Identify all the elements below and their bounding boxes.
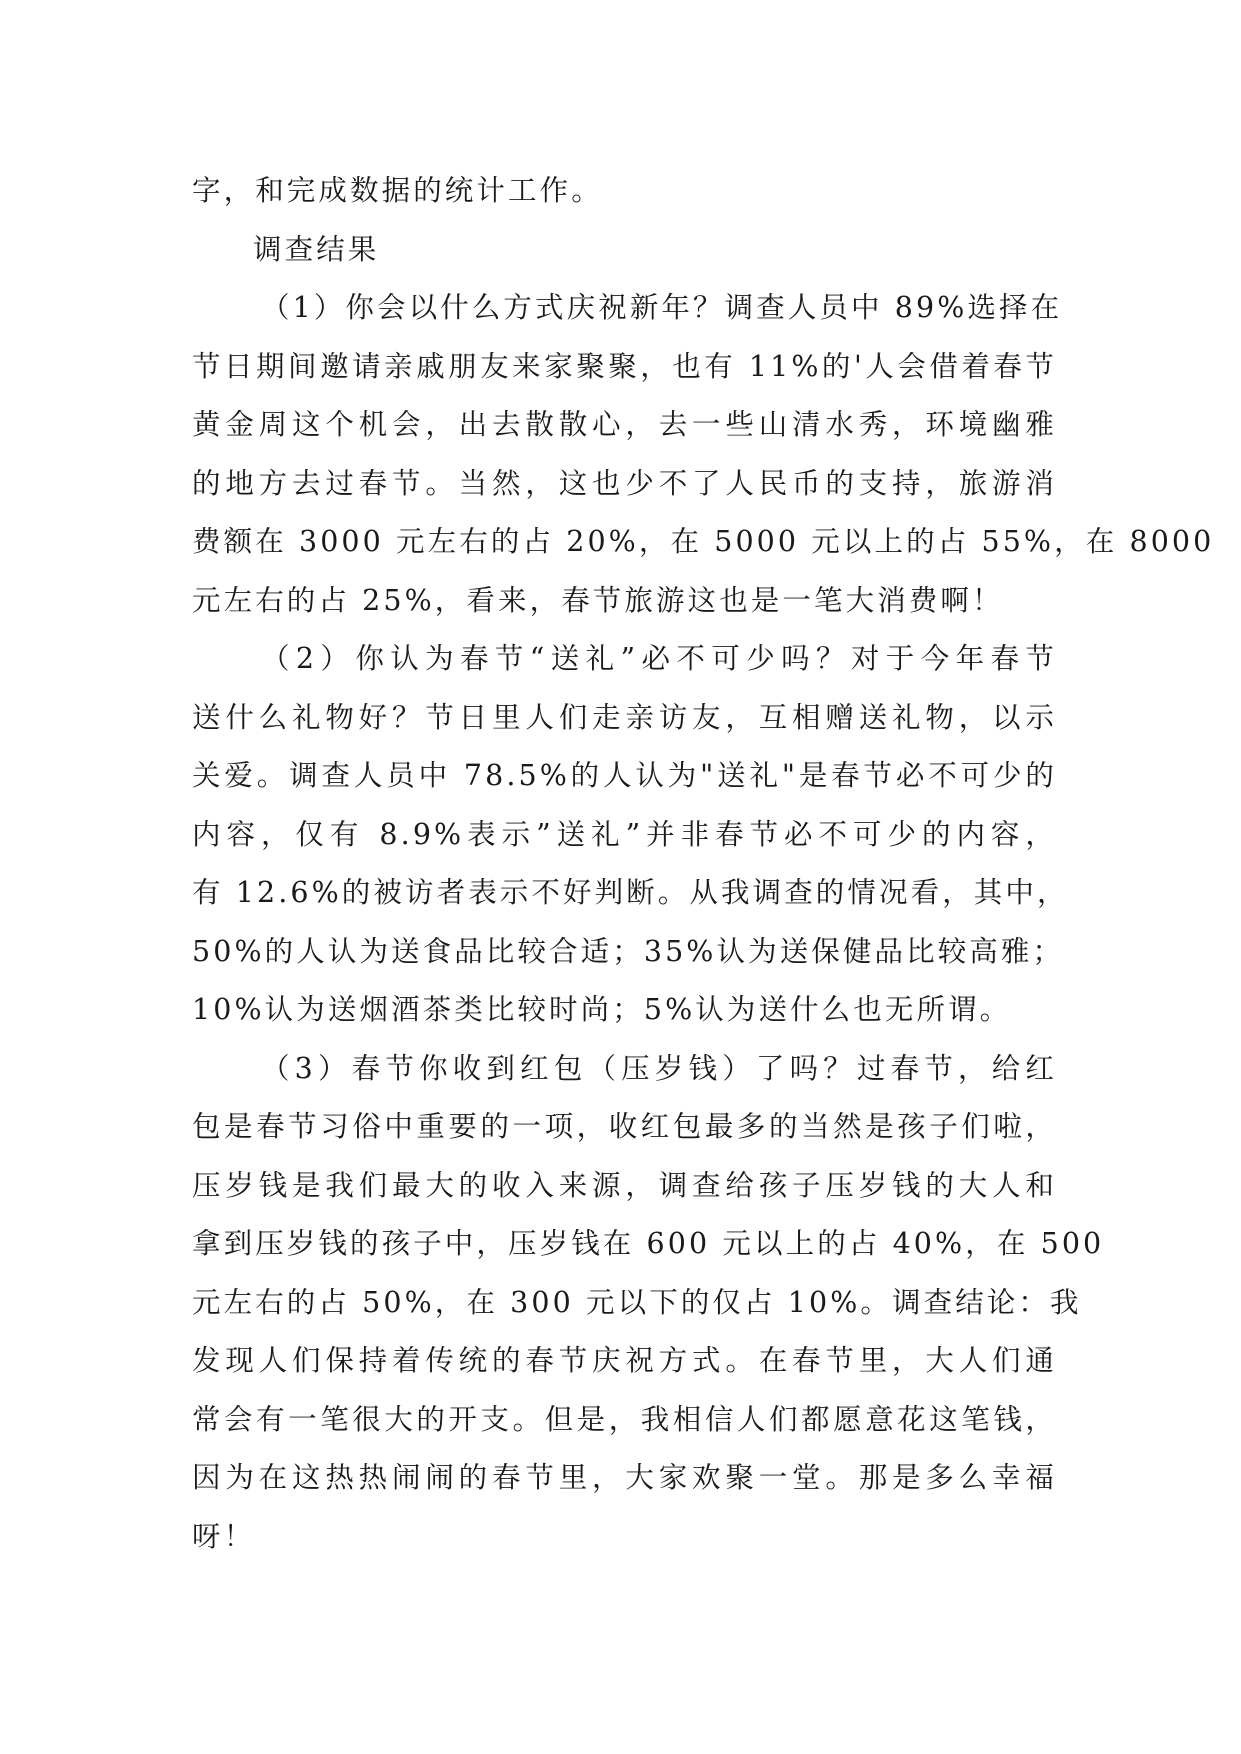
- body-text: [192, 162, 1215, 1566]
- text-line: 包是春节习俗中重要的一项，收红包最多的当然是孩子们啦，: [192, 1110, 1057, 1143]
- text-line: 费额在 3000 元左右的占 20%，在 5000 元以上的占 55%，在 8000: [192, 525, 1215, 558]
- text-line: 常会有一笔很大的开支。但是，我相信人们都愿意花这笔钱，: [192, 1402, 1057, 1436]
- text-line: 10%认为送烟酒茶类比较时尚；5%认为送什么也无所谓。: [192, 993, 1012, 1026]
- text-line: 的地方去过春节。当然，这也少不了人民币的支持，旅游消: [192, 466, 1057, 500]
- text-line: 字，和完成数据的统计工作。: [192, 174, 603, 207]
- text-line: 内容，仅有 8.9%表示”送礼”并非春节必不可少的内容，: [192, 817, 1057, 851]
- text-line: 拿到压岁钱的孩子中，压岁钱在 600 元以上的占 40%，在 500: [192, 1227, 1105, 1260]
- text-line: （2）你认为春节“送礼”必不可少吗？对于今年春节: [261, 642, 1057, 675]
- text-line: 节日期间邀请亲戚朋友来家聚聚，也有 11%的'人会借着春节: [192, 349, 1057, 383]
- text-line: 元左右的占 25%，看来，春节旅游这也是一笔大消费啊！: [192, 583, 1004, 617]
- text-line: 压岁钱是我们最大的收入来源，调查给孩子压岁钱的大人和: [192, 1168, 1057, 1202]
- text-line: 50%的人认为送食品比较合适；35%认为送保健品比较高雅；: [192, 934, 1065, 968]
- text-line: 发现人们保持着传统的春节庆祝方式。在春节里，大人们通: [192, 1344, 1057, 1377]
- text-line: 呀！: [192, 1519, 256, 1553]
- text-line: （3）春节你收到红包（压岁钱）了吗？过春节，给红: [261, 1051, 1057, 1085]
- text-line: 关爱。调查人员中 78.5%的人认为"送礼"是春节必不可少的: [192, 759, 1057, 792]
- text-line: 有 12.6%的被访者表示不好判断。从我调查的情况看，其中，: [192, 876, 1069, 909]
- text-line: 送什么礼物好？节日里人们走亲访友，互相赠送礼物，以示: [192, 700, 1057, 734]
- text-line: 黄金周这个机会，出去散散心，去一些山清水秀，环境幽雅: [192, 408, 1057, 441]
- text-line: 因为在这热热闹闹的春节里，大家欢聚一堂。那是多么幸福: [192, 1461, 1057, 1494]
- section-heading: 调查结果: [253, 232, 380, 266]
- text-line: （1）你会以什么方式庆祝新年？调查人员中 89%选择在: [261, 291, 1063, 324]
- text-line: 元左右的占 50%，在 300 元以下的仅占 10%。调查结论：我: [192, 1285, 1082, 1319]
